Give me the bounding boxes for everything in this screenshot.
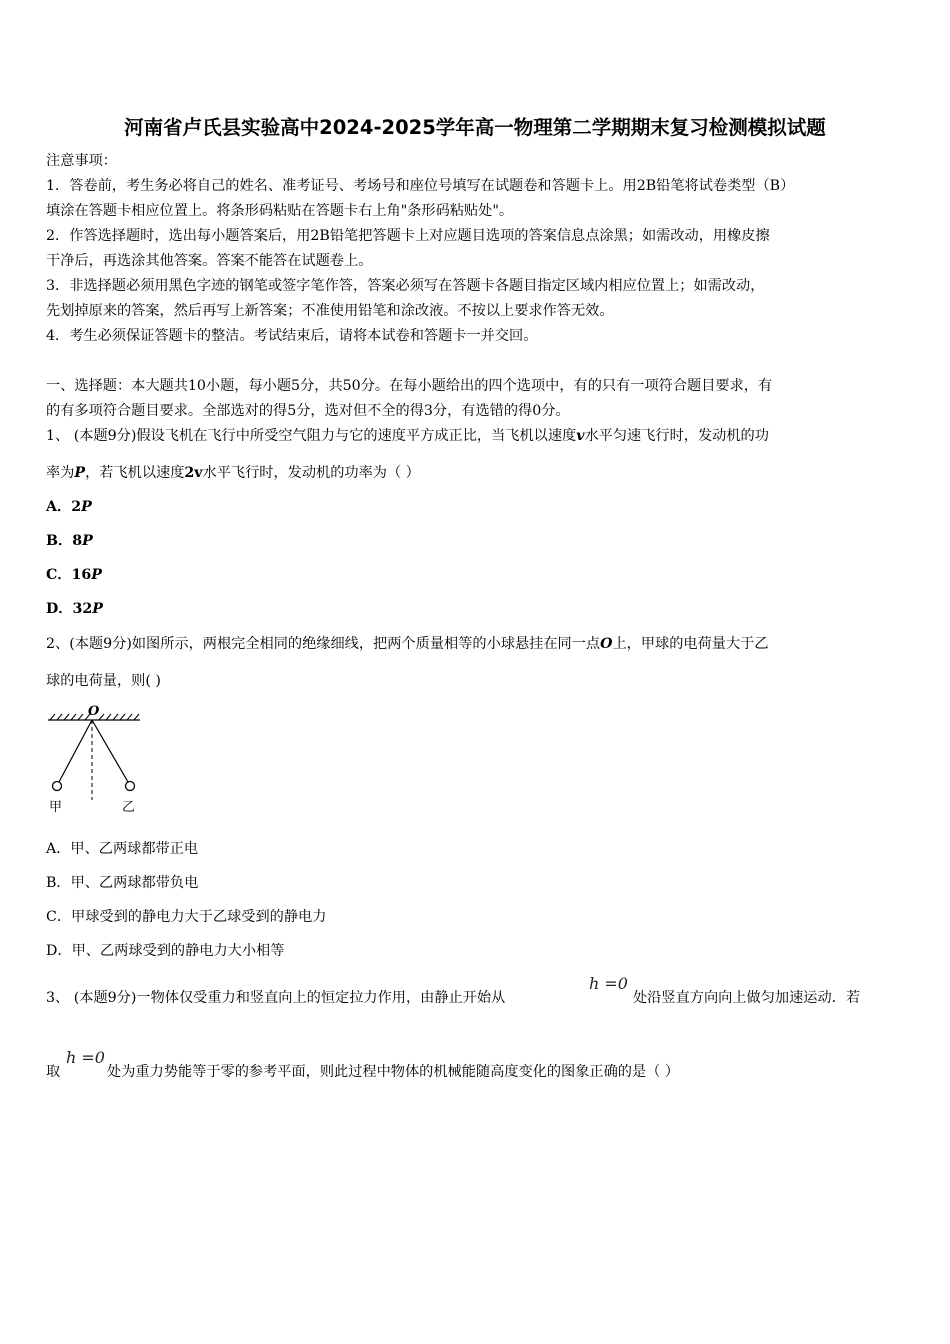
q2-option-a: A．甲、乙两球都带正电 [46, 841, 199, 857]
q2-option-d: D．甲、乙两球受到的静电力大小相等 [46, 943, 285, 959]
page-title: 河南省卢氏县实验高中2024-2025学年高一物理第二学期期末复习检测模拟试题 [124, 116, 826, 139]
q2-figure-pendulum [44, 700, 144, 816]
section-line-2: 的有多项符合题目要求。全部选对的得5分，选对但不全的得3分，有选错的得0分。 [46, 403, 570, 419]
notice-item-1b: 填涂在答题卡相应位置上。将条形码粘贴在答题卡右上角"条形码粘贴处"。 [46, 203, 514, 219]
q1-option-b: B．8P [46, 533, 93, 549]
notice-item-2a: 2．作答选择题时，选出每小题答案后，用2B铅笔把答题卡上对应题目选项的答案信息点涂黑；如需改动，用橡皮擦 [46, 228, 770, 244]
q2-option-c: C．甲球受到的静电力大于乙球受到的静电力 [46, 909, 327, 925]
notice-item-2b: 干净后，再选涂其他答案。答案不能答在试题卷上。 [46, 253, 373, 269]
section-line-1: 一、选择题：本大题共10小题，每小题5分，共50分。在每小题给出的四个选项中，有的只有一项符合题目要求，有 [46, 378, 773, 394]
notice-heading: 注意事项： [46, 153, 117, 169]
notice-item-3a: 3．非选择题必须用黑色字迹的钢笔或签字笔作答，答案必须写在答题卡各题目指定区域内相应位置上；如需改动， [46, 278, 765, 294]
q3-stem-line-2a: 取 [46, 1064, 61, 1080]
q3-stem-line-1a: 3、 (本题9分)一物体仅受重力和竖直向上的恒定拉力作用，由静止开始从 [46, 990, 506, 1006]
q3-math-h0-b: h =0 [66, 1048, 105, 1067]
q2-figure-label-right: 乙 [122, 800, 136, 815]
notice-item-3b: 先划掉原来的答案，然后再写上新答案；不准使用铅笔和涂改液。不按以上要求作答无效。 [46, 303, 614, 319]
q2-figure-label-left: 甲 [49, 800, 63, 815]
q2-option-b: B．甲、乙两球都带负电 [46, 875, 199, 891]
q3-stem-line-2b: 处为重力势能等于零的参考平面，则此过程中物体的机械能随高度变化的图象正确的是（ ） [107, 1064, 680, 1080]
notice-item-1a: 1．答卷前，考生务必将自己的姓名、准考证号、考场号和座位号填写在试题卷和答题卡上。用2B铅笔将试卷类型（B） [46, 178, 795, 194]
notice-item-4: 4．考生必须保证答题卡的整洁。考试结束后，请将本试卷和答题卡一并交回。 [46, 328, 538, 344]
q1-option-d: D．32P [46, 601, 103, 617]
q2-figure-ball-left [53, 782, 62, 791]
q1-option-c: C．16P [46, 567, 102, 583]
q1-stem-line-1: 1、 (本题9分)假设飞机在飞行中所受空气阻力与它的速度平方成正比，当飞机以速度v水平匀速飞行时，发动机的功 [46, 428, 769, 444]
q3-math-h0-a: h =0 [589, 974, 628, 993]
q3-stem-line-1b: 处沿竖直方向向上做匀加速运动．若 [633, 990, 861, 1006]
q2-figure-point-o: O [88, 704, 100, 719]
q2-stem-line-2: 球的电荷量，则( ) [46, 673, 161, 689]
q1-option-a: A．2P [46, 499, 92, 515]
q2-figure-ball-right [126, 782, 135, 791]
q1-stem-line-2: 率为P，若飞机以速度2v水平飞行时，发动机的功率为（ ） [46, 465, 420, 481]
q2-stem-line-1: 2、(本题9分)如图所示，两根完全相同的绝缘细线，把两个质量相等的小球悬挂在同一点O上，甲球的电荷量大于乙 [46, 636, 769, 652]
